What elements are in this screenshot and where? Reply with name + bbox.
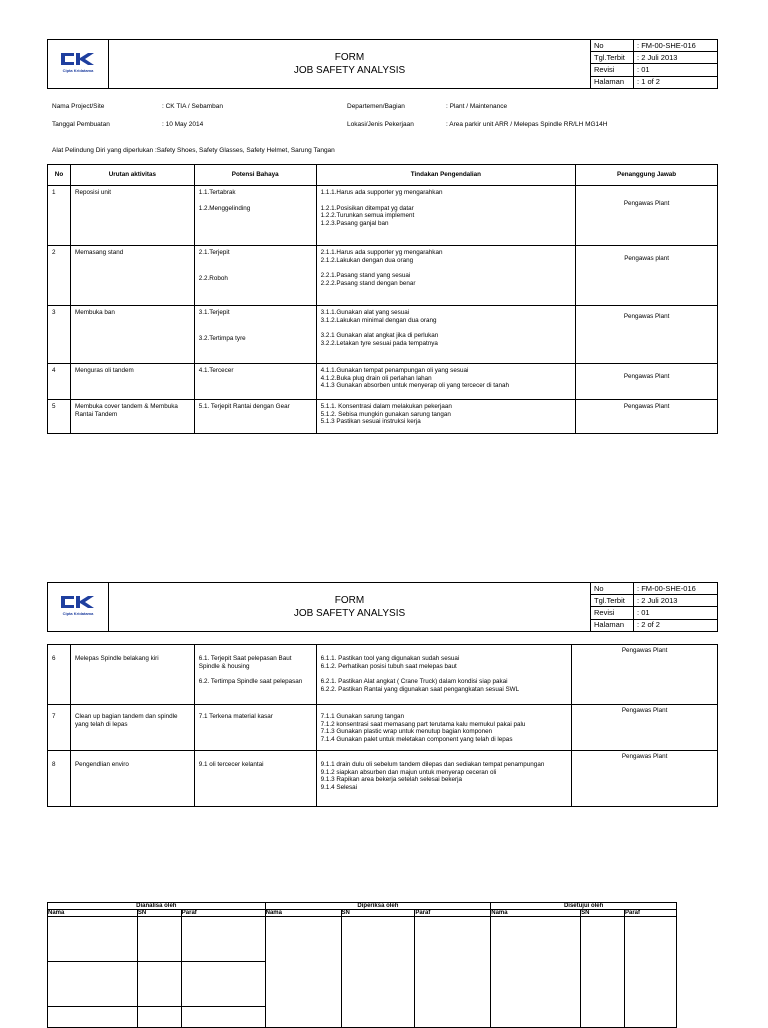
- row-activity: Membuka cover tandem & Membuka Rantai Tandem: [70, 400, 194, 434]
- group-approved: Disetujui oleh: [491, 903, 677, 910]
- signature-cell[interactable]: [265, 917, 341, 1028]
- ck-logo-icon: [58, 51, 98, 67]
- meta-label: Tgl.Terbit: [591, 52, 634, 64]
- row-controls: 3.1.1.Gunakan alat yang sesuai 3.1.2.Lakukan minimal dengan dua orang 3.2.1 Gunakan alat angkat jika di perlukan 3.2.2.Letakan tyre sesuai pada tempatnya: [316, 306, 576, 364]
- row-no: 2: [48, 246, 71, 306]
- col-sn: SN: [137, 910, 181, 917]
- company-logo: [48, 583, 109, 632]
- title-line1: FORM: [334, 52, 365, 63]
- group-checked: Diperiksa oleh: [265, 903, 491, 910]
- signature-cell[interactable]: [181, 962, 265, 1007]
- row-pic: Pengawas Plant: [576, 400, 718, 434]
- date-value: : 10 May 2014: [162, 121, 204, 128]
- project-label: Nama Project/Site: [52, 103, 105, 110]
- jsa-table-page2: [47, 644, 718, 807]
- table-row: [48, 246, 718, 306]
- table-row: [48, 751, 718, 807]
- col-nama: Nama: [48, 910, 138, 917]
- page2-header: [47, 582, 718, 632]
- table-row: [48, 306, 718, 364]
- meta-label: Halaman: [591, 76, 634, 88]
- row-no: 3: [48, 306, 71, 364]
- row-controls: 4.1.1.Gunakan tempat penampungan oli yang sesuai 4.1.2.Buka plug drain oli perlahan lahan 4.1.3 Gunakan absorben untuk menyerap oli yang tercecer di tanah: [316, 364, 576, 400]
- location-value: : Area parkir unit ARR / Melepas Spindle RR/LH MG14H: [446, 121, 608, 128]
- row-pic: Pengawas Plant: [572, 705, 718, 751]
- row-activity: Membuka ban: [70, 306, 194, 364]
- row-controls: 1.1.1.Harus ada supporter yg mengarahkan 1.2.1.Posisikan ditempat yg datar 1.2.2.Turunkan semua implement 1.2.3.Pasang ganjal ban: [316, 186, 576, 246]
- row-hazards: 1.1.Tertabrak 1.2.Menggelinding: [194, 186, 316, 246]
- company-logo: [48, 40, 109, 89]
- row-no: 1: [48, 186, 71, 246]
- meta-value: : FM-00-SHE-016: [634, 583, 718, 595]
- title-line1: FORM: [334, 595, 365, 606]
- meta-value: : 2 Juli 2013: [634, 595, 718, 607]
- group-analyzed: Dianalisa oleh: [48, 903, 266, 910]
- col-sn: SN: [341, 910, 415, 917]
- row-hazards: 4.1.Tercecer: [194, 364, 316, 400]
- row-pic: Pengawas Plant: [572, 645, 718, 705]
- header-activity: Urutan aktivitas: [70, 165, 194, 186]
- meta-label: Tgl.Terbit: [591, 595, 634, 607]
- row-controls: 9.1.1 drain dulu oli sebelum tandem dilepas dan sediakan tempat penampungan 9.1.2 siapkan absurben dan majun untuk menyerap ceceran oli 9.1.3 Rapikan area bekerja setelah selesai bekerja 9.1.4 Selesai: [316, 751, 572, 807]
- row-pic: Pengawas plant: [576, 246, 718, 306]
- row-no: 5: [48, 400, 71, 434]
- signature-cell[interactable]: [415, 917, 491, 1028]
- table-row: [48, 645, 718, 705]
- row-activity: Pengendlian enviro: [70, 751, 194, 807]
- row-no: 8: [48, 751, 71, 807]
- apd-text: Alat Pelindung Diri yang diperlukan :Safety Shoes, Safety Glasses, Safety Helmet, Sarung Tangan: [52, 147, 335, 154]
- row-activity: Menguras oli tandem: [70, 364, 194, 400]
- signature-cell[interactable]: [137, 1007, 181, 1028]
- signature-cell[interactable]: [625, 917, 677, 1028]
- row-activity: Melepas Spindle belakang kiri: [70, 645, 194, 705]
- row-pic: Pengawas Plant: [576, 186, 718, 246]
- dept-value: : Plant / Maintenance: [446, 103, 508, 110]
- table-row: [48, 705, 718, 751]
- row-hazards: 6.1. Terjepit Saat pelepasan Baut Spindle & housing 6.2. Tertimpa Spindle saat pelepasan: [194, 645, 316, 705]
- meta-label: No: [591, 40, 634, 52]
- row-no: 4: [48, 364, 71, 400]
- row-pic: Pengawas Plant: [576, 306, 718, 364]
- dept-label: Departemen/Bagian: [347, 103, 405, 110]
- row-hazards: 5.1. Terjepit Rantai dengan Gear: [194, 400, 316, 434]
- date-label: Tanggal Pembuatan: [52, 121, 110, 128]
- title-line2: JOB SAFETY ANALYSIS: [293, 608, 406, 619]
- row-no: 7: [48, 705, 71, 751]
- col-paraf: Paraf: [415, 910, 491, 917]
- signature-row: [48, 917, 677, 962]
- signature-cell[interactable]: [181, 1007, 265, 1028]
- logo-caption: Cipta Kridatama: [62, 68, 94, 73]
- meta-label: Revisi: [591, 64, 634, 76]
- row-activity: Reposisi unit: [70, 186, 194, 246]
- signature-cell[interactable]: [341, 917, 415, 1028]
- ck-logo-icon: [58, 594, 98, 610]
- jsa-table-page1: [47, 164, 718, 434]
- meta-value: : 01: [634, 607, 718, 619]
- row-hazards: 7.1 Terkena material kasar: [194, 705, 316, 751]
- table-row: [48, 186, 718, 246]
- col-sn: SN: [581, 910, 625, 917]
- row-hazards: 2.1.Terjepit 2.2.Roboh: [194, 246, 316, 306]
- row-no: 6: [48, 645, 71, 705]
- signature-column-row: [48, 910, 677, 917]
- meta-label: Halaman: [591, 619, 634, 631]
- row-controls: 6.1.1. Pastikan tool yang digunakan sudah sesuai 6.1.2. Perhatikan posisi tubuh saat melepas baut 6.2.1. Pastikan Alat angkat ( Crane Truck) dalam kondisi siap pakai 6.2.2. Pastikan Rantai yang digunakan saat pengangkatan sesuai SWL: [316, 645, 572, 705]
- signature-table: [47, 902, 677, 1028]
- meta-value: : 2 of 2: [634, 619, 718, 631]
- page1-header: [47, 39, 718, 89]
- logo-caption: Cipta Kridatama: [62, 611, 94, 616]
- col-nama: Nama: [491, 910, 581, 917]
- row-pic: Pengawas Plant: [572, 751, 718, 807]
- signature-cell[interactable]: [48, 1007, 138, 1028]
- row-activity: Memasang stand: [70, 246, 194, 306]
- table-row: [48, 364, 718, 400]
- row-controls: 7.1.1 Gunakan sarung tangan 7.1.2 konsentrasi saat memasang part terutama kalu memukul pakai palu 7.1.3 Gunakan plastic wrap untuk menutup bagian komponen 7.1.4 Gunakan palet untuk meletakan component yang telah di lepas: [316, 705, 572, 751]
- signature-cell[interactable]: [48, 962, 138, 1007]
- row-pic: Pengawas Plant: [576, 364, 718, 400]
- row-hazards: 3.1.Terjepit 3.2.Tertimpa tyre: [194, 306, 316, 364]
- meta-value: : 1 of 2: [634, 76, 718, 88]
- meta-value: : FM-00-SHE-016: [634, 40, 718, 52]
- col-paraf: Paraf: [181, 910, 265, 917]
- signature-cell[interactable]: [581, 917, 625, 1028]
- meta-table: [591, 40, 717, 88]
- meta-value: : 01: [634, 64, 718, 76]
- signature-cell[interactable]: [181, 917, 265, 962]
- header-control: Tindakan Pengendalian: [316, 165, 576, 186]
- title-line2: JOB SAFETY ANALYSIS: [293, 65, 406, 76]
- signature-cell[interactable]: [48, 917, 138, 962]
- meta-cell: [591, 583, 718, 632]
- table-row: [48, 400, 718, 434]
- header-no: No: [48, 165, 71, 186]
- signature-cell[interactable]: [491, 917, 581, 1028]
- header-pic: Penanggung Jawab: [576, 165, 718, 186]
- row-controls: 2.1.1.Harus ada supporter yg mengarahkan 2.1.2.Lakukan dengan dua orang 2.2.1.Pasang stand yang sesuai 2.2.2.Pasang stand dengan benar: [316, 246, 576, 306]
- meta-cell: [591, 40, 718, 89]
- project-value: : CK TIA / Sebamban: [162, 103, 223, 110]
- col-paraf: Paraf: [625, 910, 677, 917]
- signature-cell[interactable]: [137, 962, 181, 1007]
- form-title: [109, 583, 591, 632]
- meta-table: [591, 583, 717, 631]
- header-hazard: Potensi Bahaya: [194, 165, 316, 186]
- form-title: [109, 40, 591, 89]
- location-label: Lokasi/Jenis Pekerjaan: [347, 121, 414, 128]
- col-nama: Nama: [265, 910, 341, 917]
- table-header-row: [48, 165, 718, 186]
- signature-group-row: [48, 903, 677, 910]
- row-controls: 5.1.1. Konsentrasi dalam melakukan pekerjaan 5.1.2. Sebisa mungkin gunakan sarung tangan 5.1.3 Pastikan sesuai instruksi kerja: [316, 400, 576, 434]
- row-hazards: 9.1 oli tercecer kelantai: [194, 751, 316, 807]
- meta-label: No: [591, 583, 634, 595]
- meta-value: : 2 Juli 2013: [634, 52, 718, 64]
- signature-cell[interactable]: [137, 917, 181, 962]
- row-activity: Clean up bagian tandem dan spindle yang telah di lepas: [70, 705, 194, 751]
- meta-label: Revisi: [591, 607, 634, 619]
